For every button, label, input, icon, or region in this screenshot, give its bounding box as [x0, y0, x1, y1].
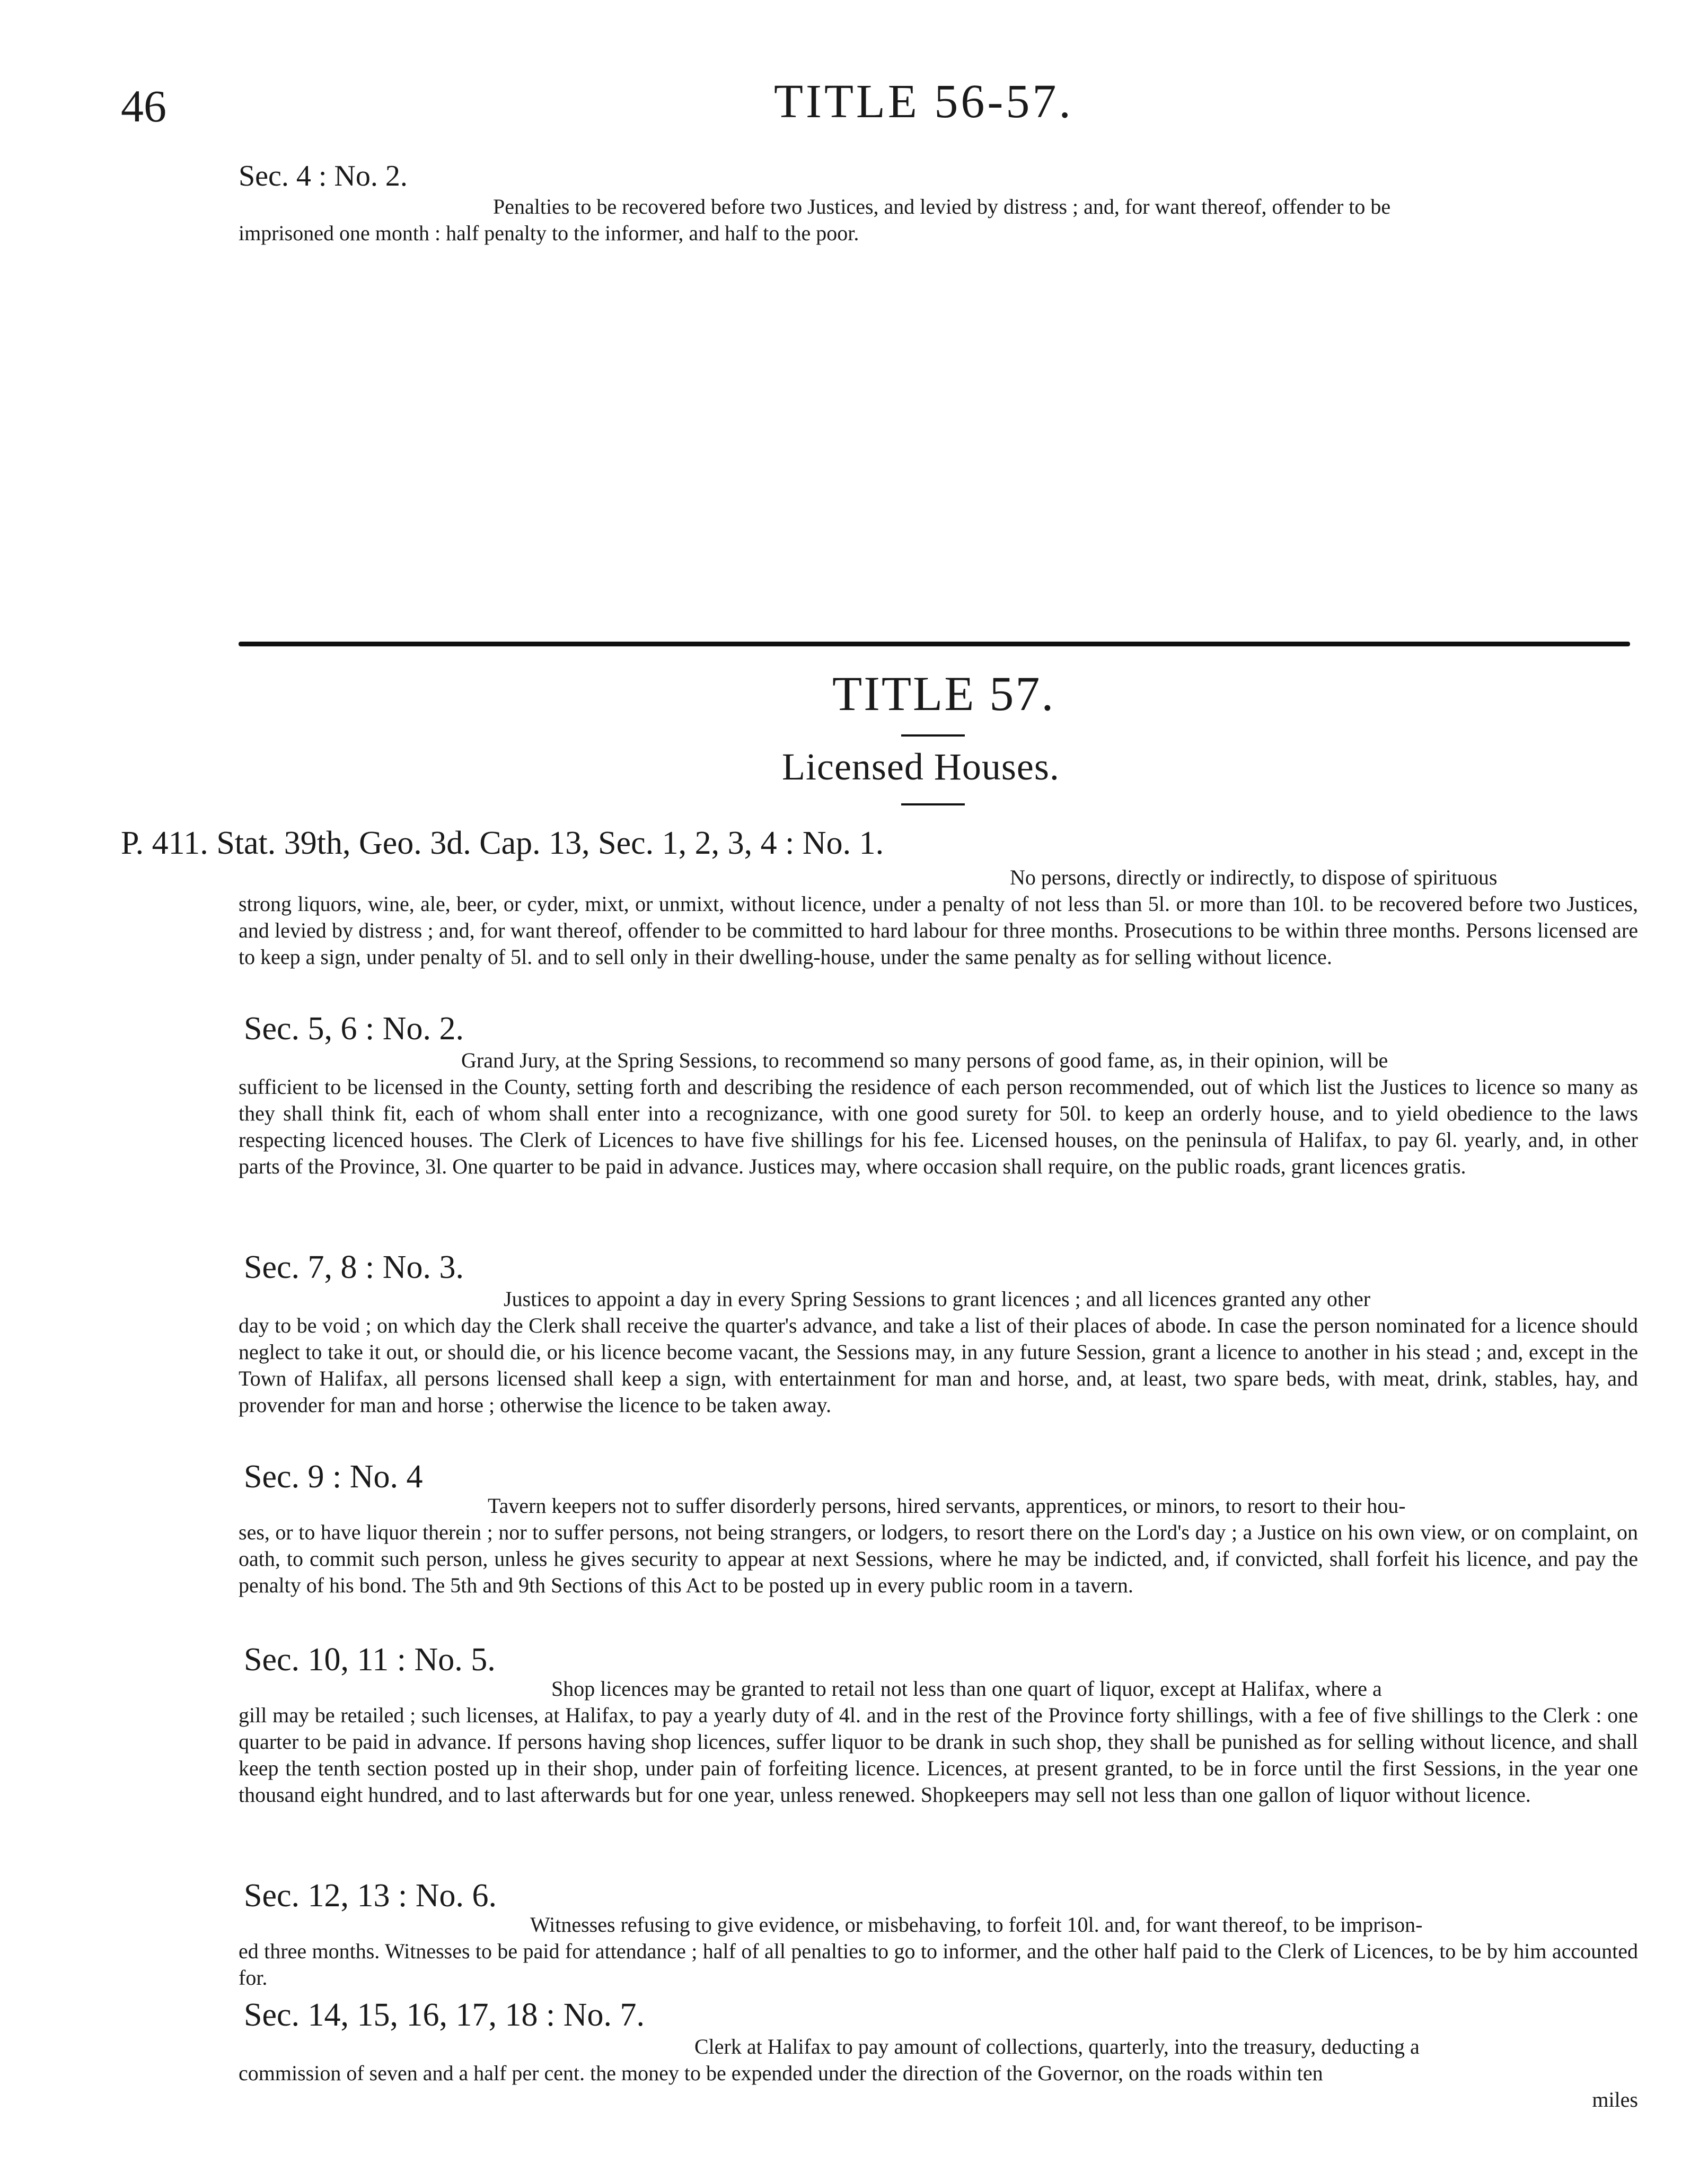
section-paragraph [239, 2034, 1638, 2113]
section-divider-rule [239, 642, 1630, 646]
catchword: miles [1592, 2088, 1638, 2111]
section-paragraph [239, 1676, 1638, 1808]
section-heading: Sec. 4 : No. 2. [239, 160, 408, 192]
page-number: 46 [121, 81, 166, 132]
title-subtitle: Licensed Houses. [782, 746, 1060, 788]
paragraph-text: strong liquors, wine, ale, beer, or cyder, mixt, or unmixt, without licence, under a penalty of not less than 5l. or more than 10l. to be recovered before two Justices, and levied by distress ; and, for want thereof, offender to be committed to hard labour for three months. Prosecutions to be within three months. Persons licensed are to keep a sign, under penalty of 5l. and to sell only in their dwelling-house, under the same penalty as for selling without licence. [239, 892, 1638, 969]
paragraph-lead: Clerk at Halifax to pay amount of collections, quarterly, into the treasury, deducting a [694, 2035, 1420, 2058]
paragraph-lead: Tavern keepers not to suffer disorderly persons, hired servants, apprentices, or minors, to resort to their hou- [488, 1494, 1406, 1518]
paragraph-lead: No persons, directly or indirectly, to dispose of spirituous [1010, 865, 1498, 889]
section-paragraph [239, 194, 1638, 247]
section-paragraph [239, 864, 1638, 970]
section-paragraph [239, 1912, 1638, 1991]
section-heading: Sec. 9 : No. 4 [244, 1459, 423, 1495]
statute-citation [121, 825, 884, 862]
short-rule [901, 734, 965, 737]
section-heading: Sec. 14, 15, 16, 17, 18 : No. 7. [244, 1997, 645, 2033]
section-heading: Sec. 10, 11 : No. 5. [244, 1642, 496, 1678]
section-paragraph [239, 1047, 1638, 1180]
section-paragraph [239, 1493, 1638, 1599]
section-heading: Sec. 5, 6 : No. 2. [244, 1011, 464, 1047]
title-heading: TITLE 57. [832, 667, 1055, 721]
paragraph-text: ses, or to have liquor therein ; nor to suffer persons, not being strangers, or lodgers, to resort there on the Lord's day ; a Justice on his own view, or on complaint, on oath, to commit such person, unless he gives security to appear at next Sessions, where he may be indicted, and, if convicted, shall forfeit his licence, and pay the penalty of his bond. The 5th and 9th Sections of this Act to be posted up in every public room in a tavern. [239, 1520, 1638, 1597]
page-reference: P. 411. [121, 825, 208, 861]
paragraph-text: sufficient to be licensed in the County, setting forth and describing the residence of each person recommended, out of which list the Justices to licence so many as they shall think fit, each of whom shall enter into a recognizance, with one good surety for 50l. to keep an orderly house, and to yield obedience to the laws respecting licenced houses. The Clerk of Licences to have five shillings for his fee. Licensed houses, on the peninsula of Halifax, to pay 6l. yearly, and, in other parts of the Province, 3l. One quarter to be paid in advance. Justices may, where occasion shall require, on the public roads, grant licences gratis. [239, 1075, 1638, 1178]
statute-text: Stat. 39th, Geo. 3d. Cap. 13, Sec. 1, 2, 3, 4 : No. 1. [216, 825, 884, 861]
section-paragraph [239, 1286, 1638, 1418]
section-heading: Sec. 7, 8 : No. 3. [244, 1249, 464, 1285]
paragraph-text: commission of seven and a half per cent. the money to be expended under the direction of the Governor, on the roads within ten [239, 2061, 1323, 2085]
short-rule [901, 803, 965, 805]
section-heading: Sec. 12, 13 : No. 6. [244, 1878, 497, 1914]
paragraph-text: imprisoned one month : half penalty to the informer, and half to the poor. [239, 221, 859, 245]
paragraph-lead: Witnesses refusing to give evidence, or misbehaving, to forfeit 10l. and, for want thereof, to be imprison- [530, 1913, 1423, 1937]
paragraph-lead: Grand Jury, at the Spring Sessions, to recommend so many persons of good fame, as, in their opinion, will be [461, 1048, 1388, 1072]
paragraph-lead: Justices to appoint a day in every Spring Sessions to grant licences ; and all licences granted any other [504, 1287, 1371, 1311]
paragraph-text: day to be void ; on which day the Clerk shall receive the quarter's advance, and take a list of their places of abode. In case the person nominated for a licence should neglect to take it out, or should die, or his licence become vacant, the Sessions may, in any future Session, grant a licence to another in his stead ; and, except in the Town of Halifax, all persons licensed shall keep a sign, with entertainment for man and horse, and, at least, two spare beds, with meat, drink, stables, hay, and provender for man and horse ; otherwise the licence to be taken away. [239, 1313, 1638, 1417]
running-title: TITLE 56-57. [774, 75, 1073, 128]
paragraph-text: gill may be retailed ; such licenses, at Halifax, to pay a yearly duty of 4l. and in the rest of the Province forty shillings, with a fee of five shillings to the Clerk : one quarter to be paid in advance. If persons having shop licences, suffer liquor to be drank in such shop, they shall be punished as for selling without licence, and shall keep the tenth section posted up in their shop, under pain of forfeiting licence. Licences, at present granted, to be in force until the first Sessions, in the year one thousand eight hundred, and to last afterwards but for one year, unless renewed. Shopkeepers may sell not less than one gallon of liquor without licence. [239, 1703, 1638, 1807]
paragraph-lead: Shop licences may be granted to retail not less than one quart of liquor, except at Halifax, where a [551, 1677, 1382, 1701]
paragraph-text: ed three months. Witnesses to be paid for attendance ; half of all penalties to go to informer, and the other half paid to the Clerk of Licences, to be by him accounted for. [239, 1939, 1638, 1990]
paragraph-lead: Penalties to be recovered before two Justices, and levied by distress ; and, for want thereof, offender to be [493, 195, 1391, 218]
